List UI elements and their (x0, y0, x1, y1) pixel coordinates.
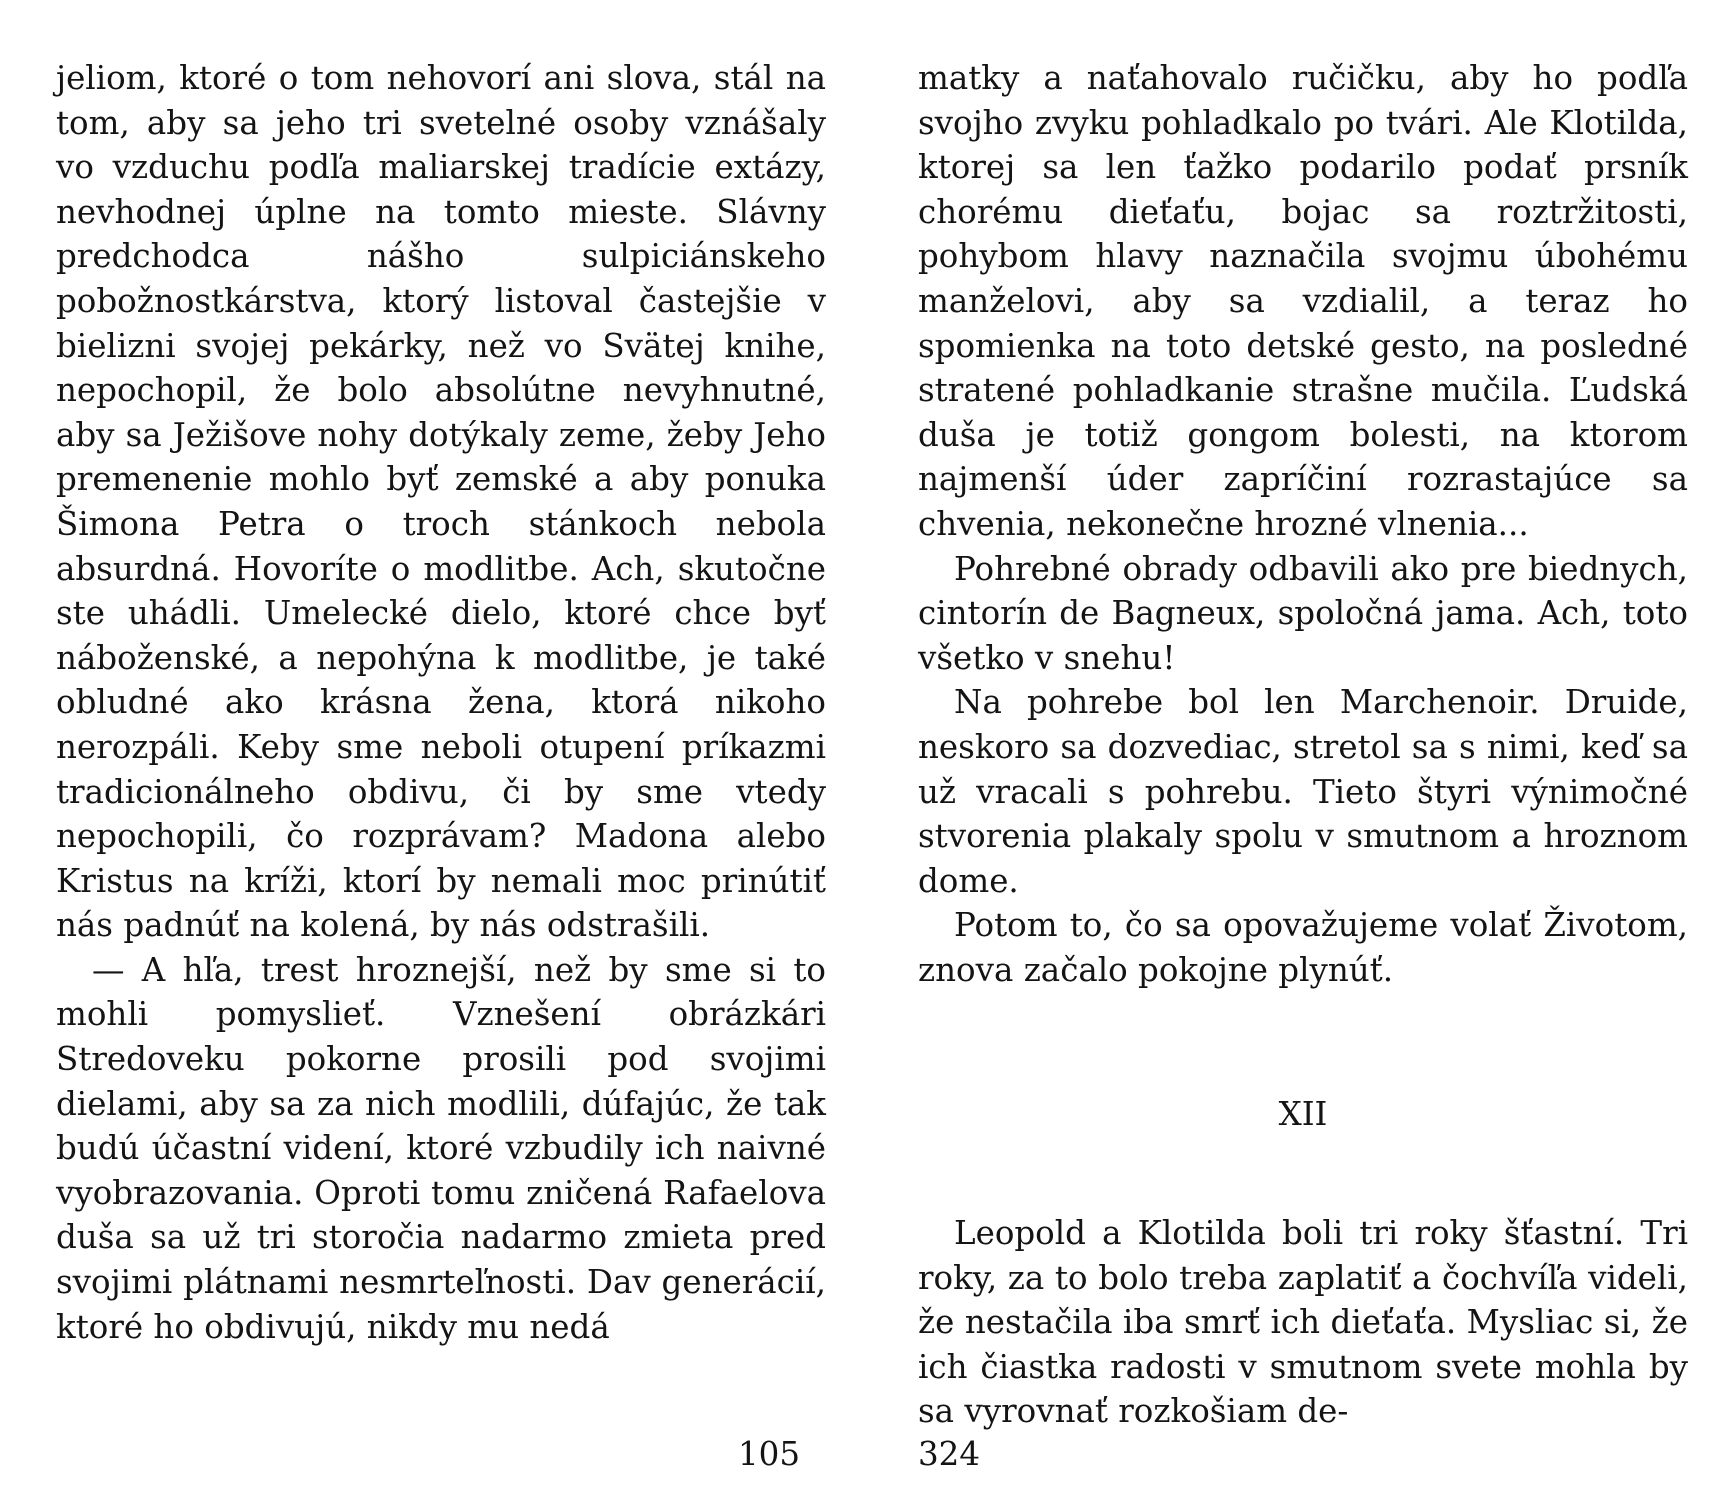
right-paragraph-2: Pohrebné obrady odbavili ako pre biednych, cintorín de Bagneux, spoločná jama. Ach, toto všetko v snehu! (918, 549, 1688, 677)
right-paragraph-4: Potom to, čo sa opovažujeme volať Životom, znova začalo pokojne plynúť. (918, 906, 1688, 989)
left-paragraph-1: jeliom, ktoré o tom nehovorí ani slova, stál na tom, aby sa jeho tri svetelné osoby vznášaly vo vzduchu podľa maliarskej tradície extázy, nevhodnej úplne na tomto mieste. Slávny predchodca nášho sulpiciánskeho pobožnostkárstva, ktorý listoval častejšie v bielizni svojej pekárky, než vo Svätej knihe, nepochopil, že bolo absolútne nevyhnutné, aby sa Ježišove nohy dotýkaly zeme, žeby Jeho premenenie mohlo byť zemské a aby ponuka Šimona Petra o troch stánkoch nebola absurdná. Hovoríte o modlitbe. Ach, skutočne ste uhádli. Umelecké dielo, ktoré chce byť náboženské, a nepohýna k modlitbe, je také obludné ako krásna žena, ktorá nikoho nerozpáli. Keby sme neboli otupení príkazmi tradicionálneho obdivu, či by sme vtedy nepochopili, čo rozprávam? Madona alebo Kristus na kríži, ktorí by nemali moc prinútiť nás padnúť na kolená, by nás odstrašili. (56, 59, 826, 945)
chapter-heading: XII (1278, 1095, 1328, 1134)
right-paragraph-3: Na pohrebe bol len Marchenoir. Druide, neskoro sa dozvediac, stretol sa s nimi, keď sa už vracali s pohrebu. Tieto štyri výnimočné stvorenia plakaly spolu v smutnom a hroznom dome. (918, 683, 1688, 900)
right-paragraph-5: Leopold a Klotilda boli tri roky šťastní. Tri roky, za to bolo treba zaplatiť a čochvíľa videli, že nestačila iba smrť ich dieťaťa. Mysliac si, že ich čiastka radosti v smutnom svete mohla by sa vyrovnať rozkošiam de- (918, 1214, 1688, 1431)
left-page-number: 105 (738, 1435, 801, 1473)
right-page-text (918, 56, 1688, 1434)
left-page-text (56, 56, 826, 1349)
left-paragraph-2: — A hľa, trest hroznejší, než by sme si to mohli pomyslieť. Vznešení obrázkári Stredoveku pokorne prosili pod svojimi dielami, aby sa za nich modlili, dúfajúc, že tak budú účastní videní, ktoré vzbudily ich naivné vyobrazovania. Oproti tomu zničená Rafaelova duša sa už tri storočia nadarmo zmieta pred svojimi plátnami nesmrteľnosti. Dav generácií, ktoré ho obdivujú, nikdy mu nedá (56, 950, 826, 1346)
right-paragraph-1: matky a naťahovalo ručičku, aby ho podľa svojho zvyku pohladkalo po tvári. Ale Klotilda, ktorej sa len ťažko podarilo podať prsník chorému dieťaťu, bojac sa roztržitosti, pohybom hlavy naznačila svojmu úbohému manželovi, aby sa vzdialil, a teraz ho spomienka na toto detské gesto, na posledné stratené pohladkanie strašne mučila. Ľudská duša je totiž gongom bolesti, na ktorom najmenší úder zapríčiní rozrastajúce sa chvenia, nekonečne hrozné vlnenia... (918, 59, 1688, 543)
right-page-number: 324 (918, 1435, 981, 1473)
